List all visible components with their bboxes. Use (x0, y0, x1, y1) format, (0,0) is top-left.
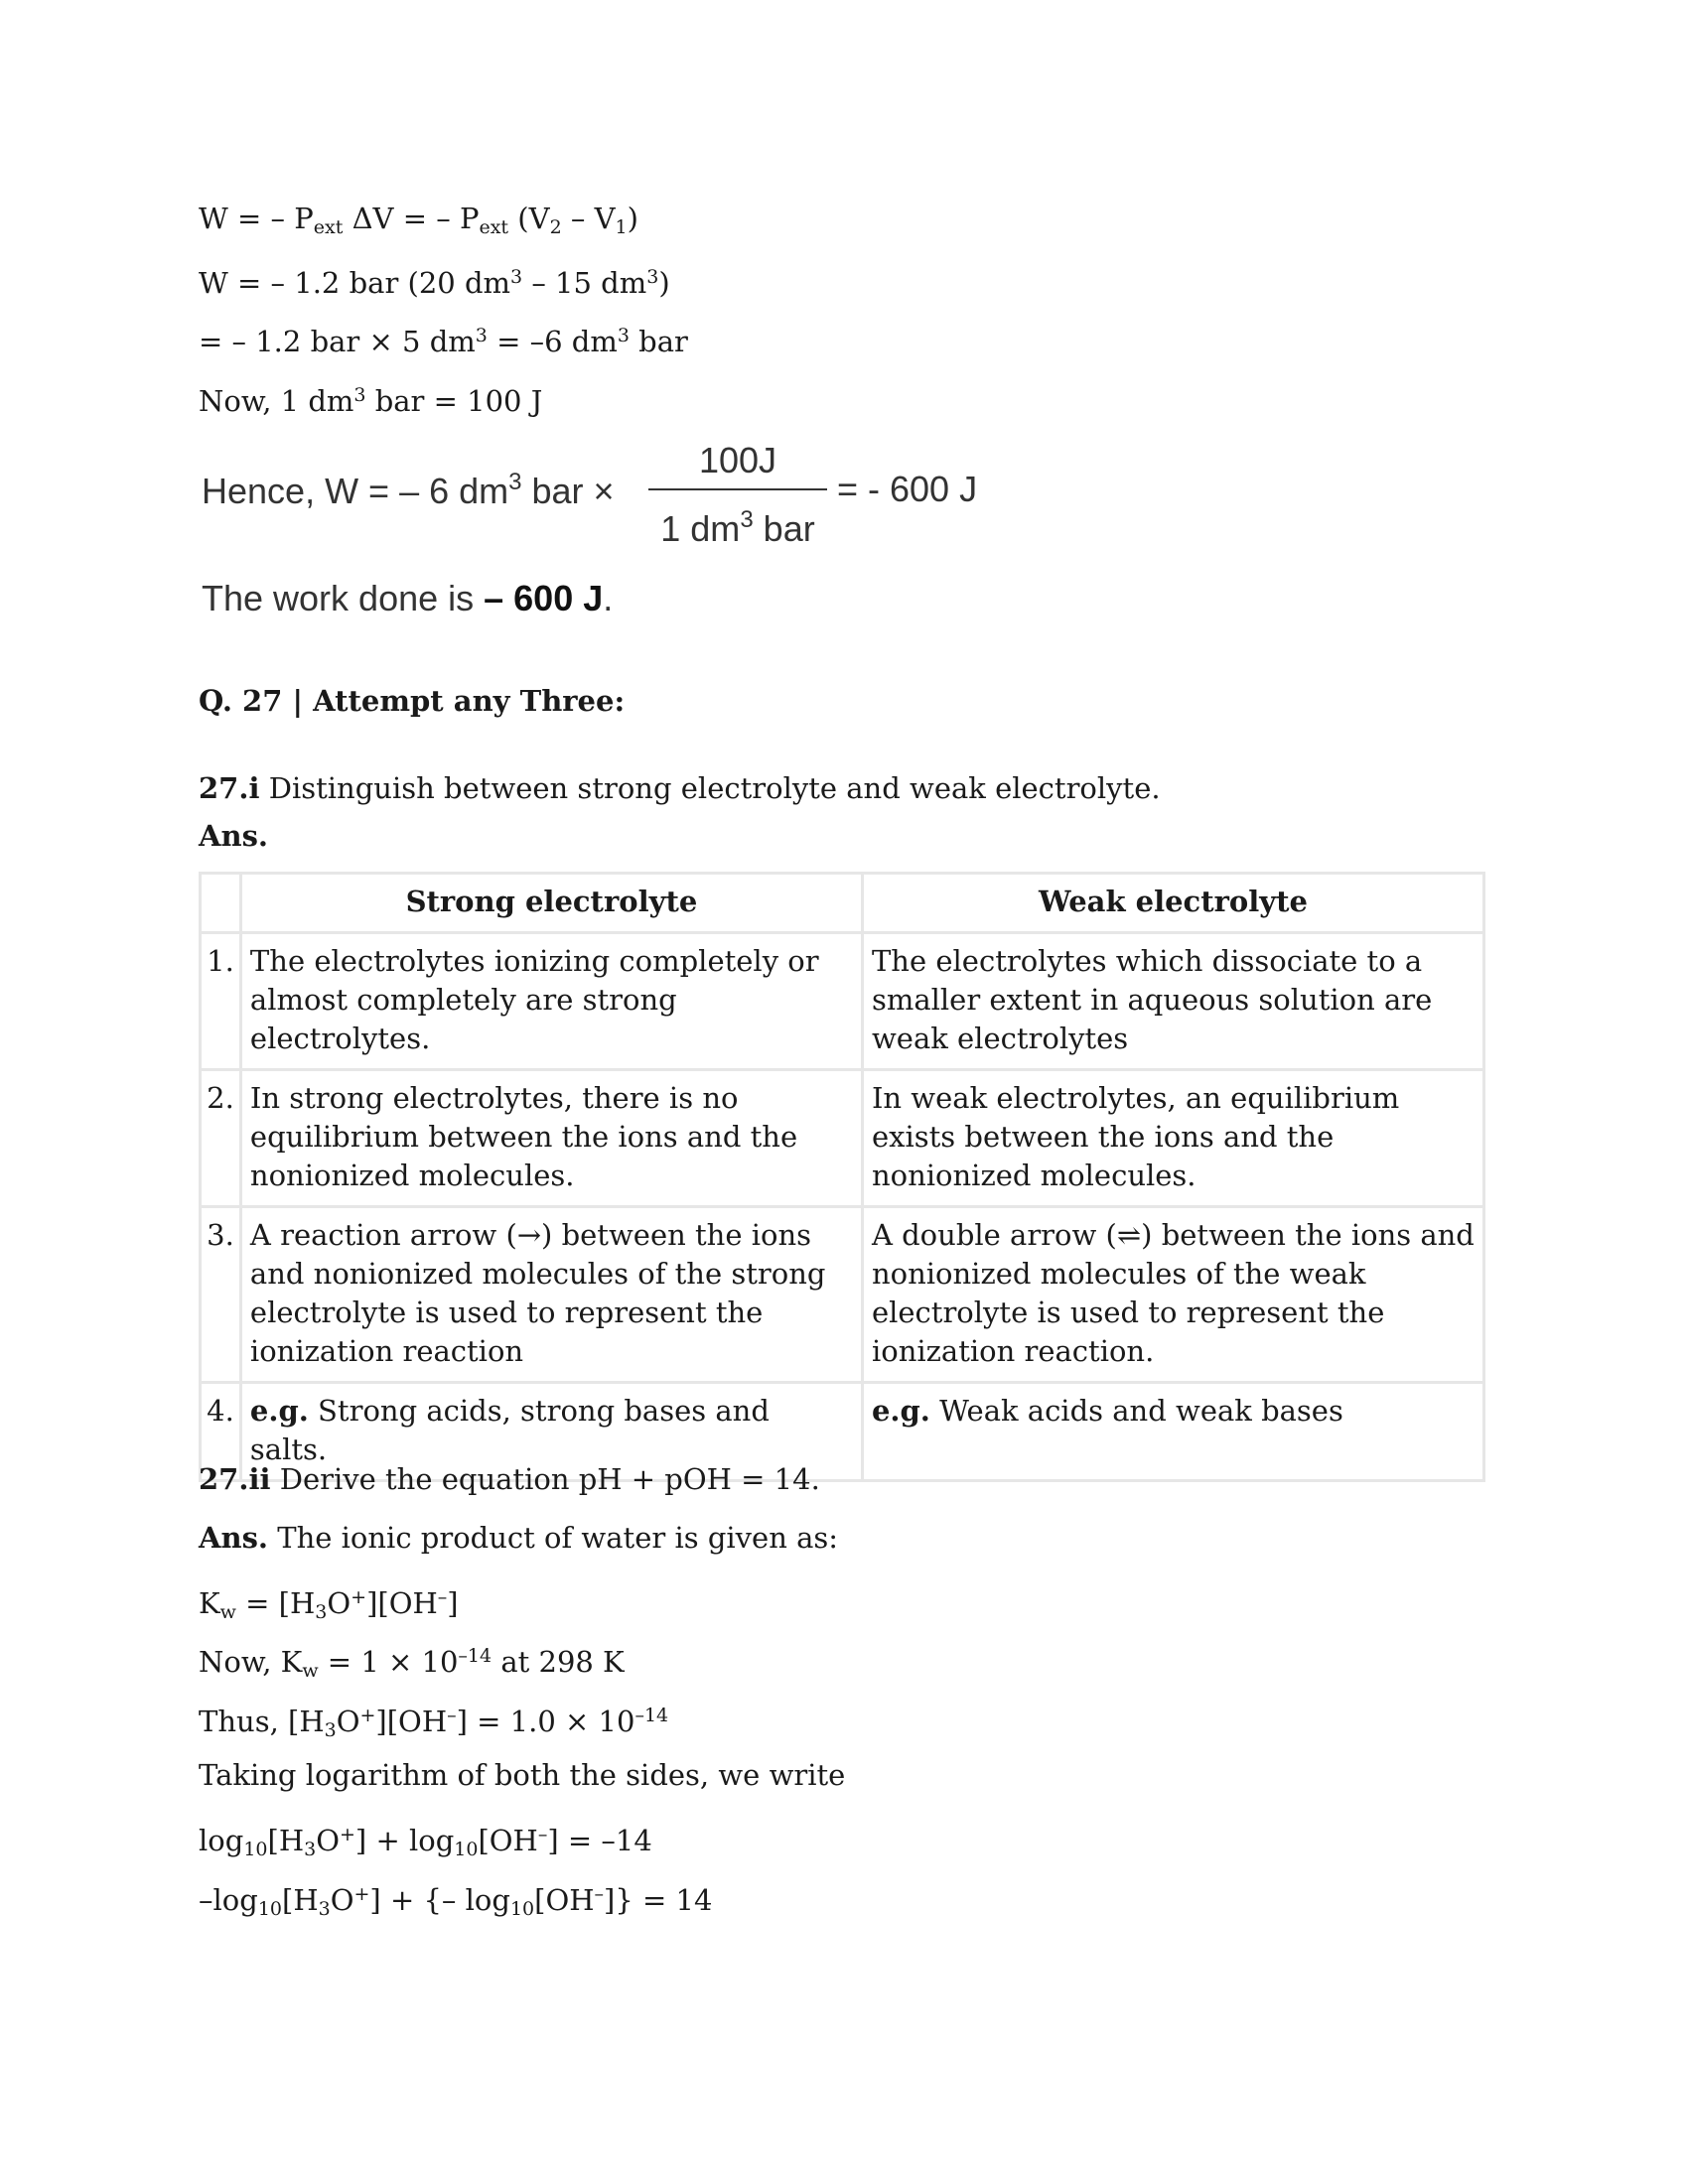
table-header-number (201, 874, 241, 933)
table-row (201, 933, 1484, 1070)
electrolyte-comparison-table (199, 872, 1485, 1482)
work-equation-1: W = – $P_{ext}$ ΔV = – $P_{ext}$ $(V_2 - V_1)$ (199, 202, 638, 238)
work-done-result: The work done is – 600 J. (202, 578, 614, 618)
work-equation-2: W = – 1.2 bar (20 $dm^3 - 15$ $dm^3$) (199, 266, 670, 300)
weak-cell: The electrolytes which dissociate to a smaller extent in aqueous solution are weak electrolytes (862, 933, 1483, 1070)
table-header-strong: Strong electrolyte (240, 874, 862, 933)
fraction-rhs: = - 600 J (837, 469, 978, 509)
weak-cell: A double arrow (⇌) between the ions and nonionized molecules of the weak electrolyte is used to represent the ionization reaction. (862, 1207, 1483, 1383)
table-row (201, 1207, 1484, 1383)
work-equation-3: = – 1.2 bar × 5 $dm^3 = -6$ $dm^3$ bar (199, 325, 688, 358)
strong-cell: A reaction arrow (→) between the ions and nonionized molecules of the strong electrolyte is used to represent the ionization reaction (240, 1207, 862, 1383)
fraction-numerator: 100J (698, 440, 777, 480)
kw-equation: $K_w = [H_3O^+][OH^-]$ (199, 1586, 459, 1623)
hence-fraction-equation (202, 437, 996, 556)
strong-cell: In strong electrolytes, there is no equilibrium between the ions and the nonionized molecules. (240, 1070, 862, 1207)
table-row (201, 1070, 1484, 1207)
question-heading: Q. 27 | Attempt any Three: (199, 684, 626, 718)
kw-value-line: Now, $K_w = 1 \times 10^{-14}$ at 298 K (199, 1645, 625, 1682)
table-header-weak: Weak electrolyte (862, 874, 1483, 933)
weak-cell: e.g. Weak acids and weak bases (862, 1383, 1483, 1481)
table-header-row (201, 874, 1484, 933)
fraction-lhs: Hence, W = – 6 $dm^3$ bar × (202, 469, 615, 511)
fraction (648, 437, 827, 549)
fraction-bar (648, 488, 827, 490)
row-number: 4. (201, 1383, 241, 1481)
weak-cell: In weak electrolytes, an equilibrium exists between the ions and the nonionized molecules. (862, 1070, 1483, 1207)
answer-label: Ans. (199, 819, 269, 853)
row-number: 1. (201, 933, 241, 1070)
log-equation-1: $\log_{10}[H_3O^+] + \log_{10}[OH^-] = -14$ (199, 1824, 652, 1860)
question-27ii: 27.ii Derive the equation pH + pOH = 14. (199, 1462, 820, 1496)
question-27i: 27.i Distinguish between strong electrolyte and weak electrolyte. (199, 771, 1161, 805)
fraction-denominator: 1 $dm^3$ bar (660, 506, 815, 549)
work-equation-4: Now, 1 $dm^3$ bar = 100 J (199, 384, 543, 418)
strong-cell: The electrolytes ionizing completely or almost completely are strong electrolytes. (240, 933, 862, 1070)
row-number: 2. (201, 1070, 241, 1207)
log-equation-2: $-\log_{10}[H_3O^+]$ + {– $\log_{10}[OH^-]\} = 14$ (199, 1883, 713, 1920)
row-number: 3. (201, 1207, 241, 1383)
thus-line: Thus, $[H_3O^+][OH^-] = 1.0 \times 10^{-14}$ (199, 1705, 669, 1741)
logarithm-intro: Taking logarithm of both the sides, we write (199, 1758, 846, 1792)
strong-cell: e.g. Strong acids, strong bases and salts. (240, 1383, 862, 1481)
answer-27ii-intro: Ans. The ionic product of water is given as: (199, 1521, 839, 1555)
